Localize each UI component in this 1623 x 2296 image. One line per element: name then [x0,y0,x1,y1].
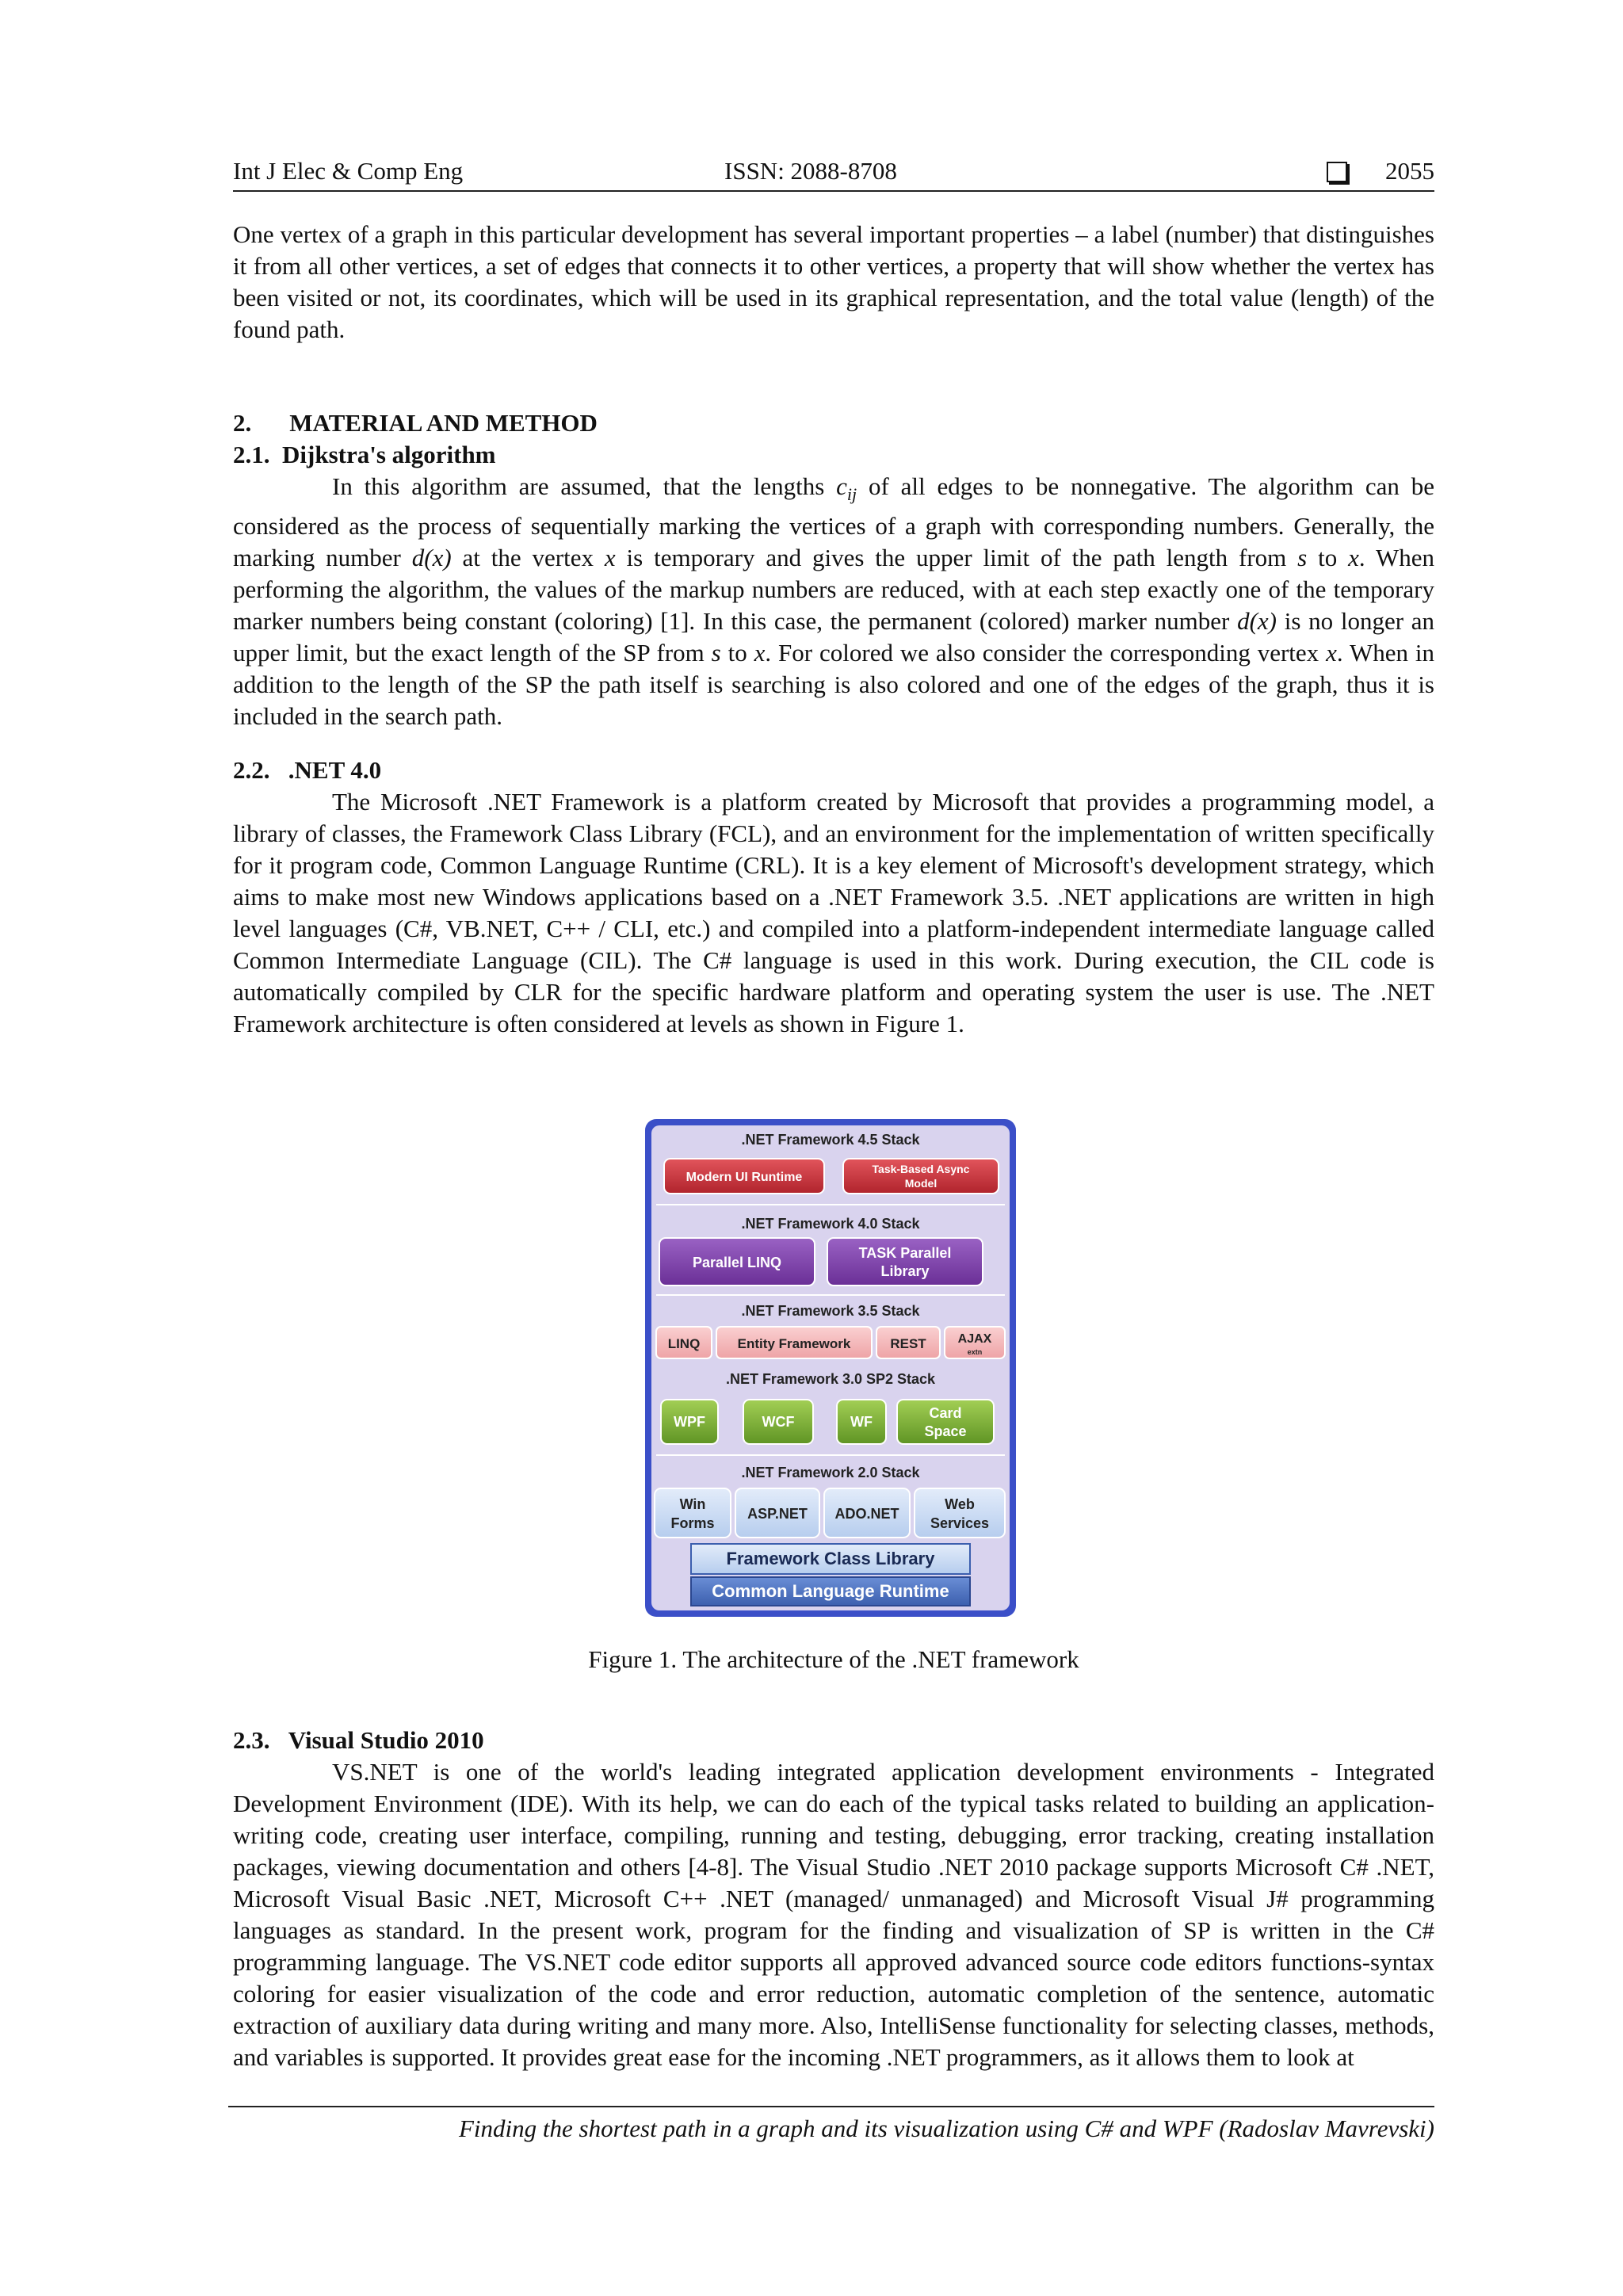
wcf-label: WCF [762,1414,795,1430]
dijkstra-text: In this algorithm are assumed, that the lengths $c_{ij}$ of all edges to be nonnegative. The algorithm can be considered as the process of sequentially marking the vertices of a graph with corresponding numbers. Generally, the marking number d(x) at the vertex x is temporary and gives the upper limit of the path length from s to x. When performing the algorithm, the values of the markup numbers are reduced, with at each step exactly one of the temporary marker numbers being constant (coloring) [1]. In this case, the permanent (colored) marker number d(x) is no longer an upper limit, but the exact length of the SP from s to x. For colored we also consider the corresponding vertex x. When in addition to the length of the SP the path itself is searching is also colored and one of the edges of the graph, thus it is included in the search path. [233,472,1435,731]
linq-label: LINQ [667,1336,701,1351]
page-number: 2055 [1385,157,1434,185]
section-heading-2-3 [233,1725,484,1756]
section-title: Visual Studio 2010 [288,1726,484,1754]
visual-studio-text: VS.NET is one of the world's leading integrated application development environments - Integrated Development Environment (IDE). With its help, we can do each of the typical tasks related to building an application-writing code, creating user interface, compiling, running and testing, debugging, error tracking, creating installation packages, viewing documentation and others [4-8]. The Visual Studio .NET 2010 package supports Microsoft C# .NET, Microsoft Visual Basic .NET, Microsoft C++ .NET (managed/ unmanaged) and Microsoft Visual J# programming languages as standard. In the present work, program for the finding and visualization of SP is written in the C# programming language. The VS.NET code editor supports all approved advanced source code editors functions-syntax coloring for easier visualization of the code and error reduction, automatic completion of the sentence, automatic extraction of auxiliary data during writing and many more. Also, IntelliSense functionality for selecting classes, methods, and variables is supported. It provides great ease for the incoming .NET programmers, as it allows them to look at [233,1758,1434,2071]
dotnet-stack-diagram [645,1119,1016,1617]
figure-caption: Figure 1. The architecture of the .NET framework [588,1645,1079,1673]
card-space-label-1: Card [929,1405,962,1421]
dotnet-paragraph [233,786,1434,1040]
running-footer: Finding the shortest path in a graph and its visualization using C# and WPF (Radoslav Mavrevski) [458,2115,1434,2142]
wpf-label: WPF [674,1414,705,1430]
footer-rule [228,2106,1434,2107]
figure-dotnet-architecture [645,1119,1016,1617]
web-services-label-2: Services [930,1515,990,1531]
clr-label: Common Language Runtime [712,1581,949,1601]
parallel-linq-label: Parallel LINQ [692,1255,782,1270]
section-heading-2-1 [233,439,496,471]
intro-text: One vertex of a graph in this particular development has several important properties – a label (number) that distinguishes it from all other vertices, a set of edges that connects it to other vertices, a property that will show whether the vertex has been visited or not, its coordinates, which will be used in its graphical representation, and the total value (length) of the found path. [233,220,1434,343]
visual-studio-paragraph [233,1756,1434,2073]
task-parallel-label-1: TASK Parallel [858,1245,952,1261]
dijkstra-paragraph [233,471,1434,732]
entity-framework-label: Entity Framework [737,1336,851,1351]
section-number: 2.2. [233,756,270,784]
ado-net-label: ADO.NET [834,1506,899,1522]
rest-label: REST [890,1336,926,1351]
section-title: Dijkstra's algorithm [282,441,496,468]
section-number: 2.3. [233,1726,270,1754]
section-title: .NET 4.0 [288,756,382,784]
ajax-label-2: extn [967,1348,983,1356]
stack-40-title: .NET Framework 4.0 Stack [741,1216,920,1232]
dotnet-text: The Microsoft .NET Framework is a platform created by Microsoft that provides a programming model, a library of classes, the Framework Class Library (FCL), and an environment for the implementation of written specifically for it program code, Common Language Runtime (CRL). It is a key element of Microsoft's development strategy, which aims to make most new Windows applications based on a .NET Framework 3.5. .NET applications are written in high level languages (C#, VB.NET, C++ / CLI, etc.) and compiled into a platform-independent intermediate language called Common Intermediate Language (CIL). The C# language is used in this work. During execution, the CIL code is automatically compiled by CLR for the specific hardware platform and operating system the user is use. The .NET Framework architecture is often considered at levels as shown in Figure 1. [233,788,1434,1037]
task-async-label-1: Task-Based Async [872,1163,970,1175]
task-async-label-2: Model [904,1177,938,1190]
web-services-label-1: Web [945,1496,975,1512]
wf-label: WF [850,1414,873,1430]
journal-name: Int J Elec & Comp Eng [233,157,464,185]
section-title: MATERIAL AND METHOD [289,409,598,437]
win-forms-label-1: Win [679,1496,706,1512]
modern-ui-runtime-label: Modern UI Runtime [685,1171,803,1184]
section-heading-2-2 [233,755,381,786]
fcl-label: Framework Class Library [726,1549,935,1568]
running-header [233,155,1434,192]
section-number: 2. [233,409,252,437]
task-parallel-label-2: Library [880,1263,930,1279]
section-number: 2.1. [233,441,270,468]
section-heading-2 [233,407,598,439]
asp-net-label: ASP.NET [747,1506,808,1522]
stack-45-title: .NET Framework 4.5 Stack [741,1132,920,1148]
issn: ISSN: 2088-8708 [724,157,897,185]
square-bullet-icon [1327,162,1347,182]
intro-paragraph [233,219,1434,346]
stack-35-title: .NET Framework 3.5 Stack [741,1303,920,1319]
stack-20-title: .NET Framework 2.0 Stack [741,1465,920,1480]
card-space-label-2: Space [924,1423,967,1439]
stack-30-title: .NET Framework 3.0 SP2 Stack [725,1371,936,1387]
win-forms-label-2: Forms [670,1515,715,1531]
ajax-label-1: AJAX [957,1332,992,1346]
